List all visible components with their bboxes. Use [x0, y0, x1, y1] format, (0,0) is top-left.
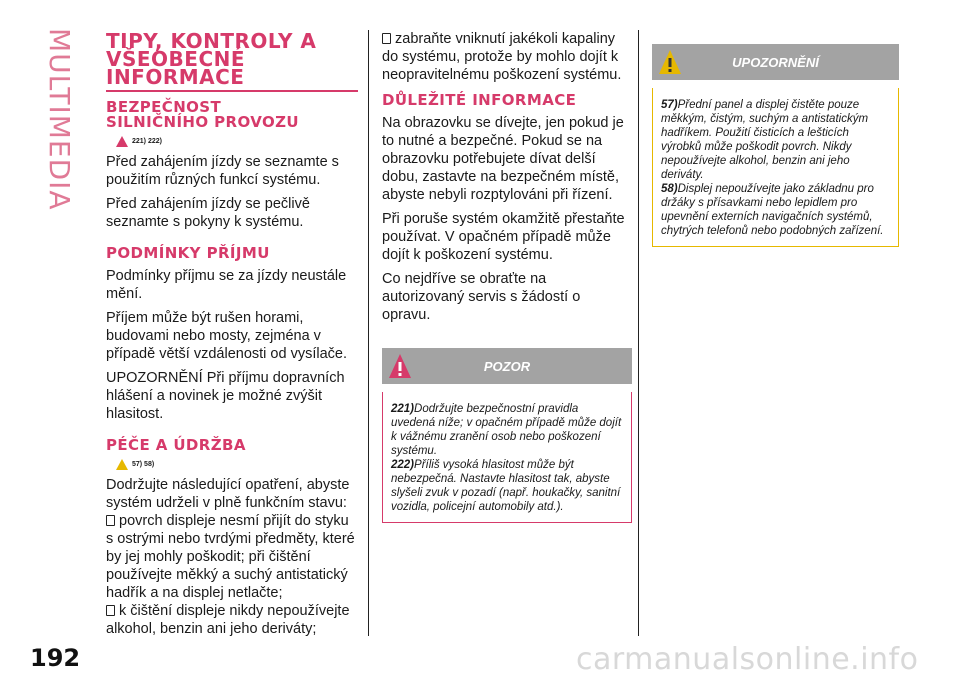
paragraph: Před zahájením jízdy se seznamte s použitím různých funkcí systému. — [106, 154, 339, 188]
caution-triangle-icon — [116, 136, 128, 147]
reception-heading: PODMÍNKY PŘÍJMU — [106, 244, 270, 262]
safety-heading: BEZPEČNOST SILNIČNÍHO PROVOZU — [106, 98, 299, 131]
bullet-item: zabraňte vniknutí jakékoli kapaliny do systému, protože by mohlo dojít k neopravitelnému poškození systému. — [382, 31, 622, 83]
footnote-221: 221)Dodržujte bezpečnostní pravidla uvedená níže; v opačném případě může dojít k vážnému zranění osob nebo poškození systému. — [391, 403, 622, 457]
paragraph: Co nejdříve se obraťte na autorizovaný servis s žádostí o opravu. — [382, 271, 581, 323]
important-heading: DŮLEŽITÉ INFORMACE — [382, 91, 577, 109]
column-divider — [368, 30, 369, 636]
bullet-box-icon — [106, 605, 115, 616]
page-number: 192 — [30, 644, 81, 672]
paragraph: Příjem může být rušen horami, budovami nebo mosty, zejména v případě větší vzdálenosti od vysílače. — [106, 310, 347, 362]
care-heading: PÉČE A ÚDRŽBA — [106, 436, 246, 454]
paragraph: Dodržujte následující opatření, abyste systém udrželi v plně funkčním stavu: — [106, 477, 350, 511]
footnote-58: 58)Displej nepoužívejte jako základnu pro držáky s přísavkami nebo lepidlem pro upevnění externích navigačních systémů, chytrých telefonů nebo podobných zařízení. — [661, 183, 884, 237]
paragraph: Podmínky příjmu se za jízdy neustále mění. — [106, 268, 347, 302]
paragraph: Před zahájením jízdy se pečlivě seznamte s pokyny k systému. — [106, 196, 310, 230]
caution-box-header: POZOR — [382, 348, 632, 384]
notice-box-header: UPOZORNĚNÍ — [652, 44, 899, 80]
bullet-box-icon — [382, 33, 391, 44]
care-refs: 57) 58) — [116, 459, 358, 470]
column-divider — [638, 30, 639, 636]
footnote-57: 57)Přední panel a displej čistěte pouze měkkým, čistým, suchým a antistatickým hadříkem. Použití čisticích a lešticích výrobků může poškodit povrch. Nikdy nepoužívejte alkohol, benzin ani jeho deriváty. — [661, 99, 869, 181]
caution-box — [382, 348, 632, 523]
section-side-label: MULTIMEDIA — [43, 28, 76, 211]
bullet-item: povrch displeje nesmí přijít do styku s ostrými nebo tvrdými předměty, které by jej mohly poškodit; při čištění používejte měkký a suchý antistatický hadřík a na displej netlačte; — [106, 513, 355, 601]
column-1 — [106, 29, 358, 644]
warning-triangle-icon — [116, 459, 128, 470]
footnote-222: 222)Příliš vysoká hlasitost může být nebezpečná. Nastavte hlasitost tak, abyste slyšeli zvuk v pozadí (např. houkačky, sanitní vozidla, policejní automobily atd.). — [391, 459, 621, 513]
column-2 — [382, 32, 632, 523]
caution-box-body — [382, 392, 632, 523]
paragraph: Na obrazovku se dívejte, jen pokud je to nutné a bezpečné. Pokud se na obrazovku potřebujete dívat delší dobu, zastavte na bezpečném místě, abyste nebyli rozptylováni při řízení. — [382, 115, 624, 203]
notice-box — [652, 44, 899, 247]
watermark: carmanualsonline.info — [576, 642, 919, 677]
page-title: TIPY, KONTROLY A VŠEOBECNÉ INFORMACE — [106, 29, 317, 89]
notice-box-body — [652, 88, 899, 247]
safety-refs: 221) 222) — [116, 136, 358, 147]
title-rule — [106, 90, 358, 92]
bullet-box-icon — [106, 515, 115, 526]
paragraph: Při poruše systém okamžitě přestaňte používat. V opačném případě může dojít k poškození systému. — [382, 211, 625, 263]
paragraph: UPOZORNĚNÍ Při příjmu dopravních hlášení a novinek je možné zvýšit hlasitost. — [106, 370, 345, 422]
bullet-item: k čištění displeje nikdy nepoužívejte alkohol, benzin ani jeho deriváty; — [106, 603, 350, 637]
